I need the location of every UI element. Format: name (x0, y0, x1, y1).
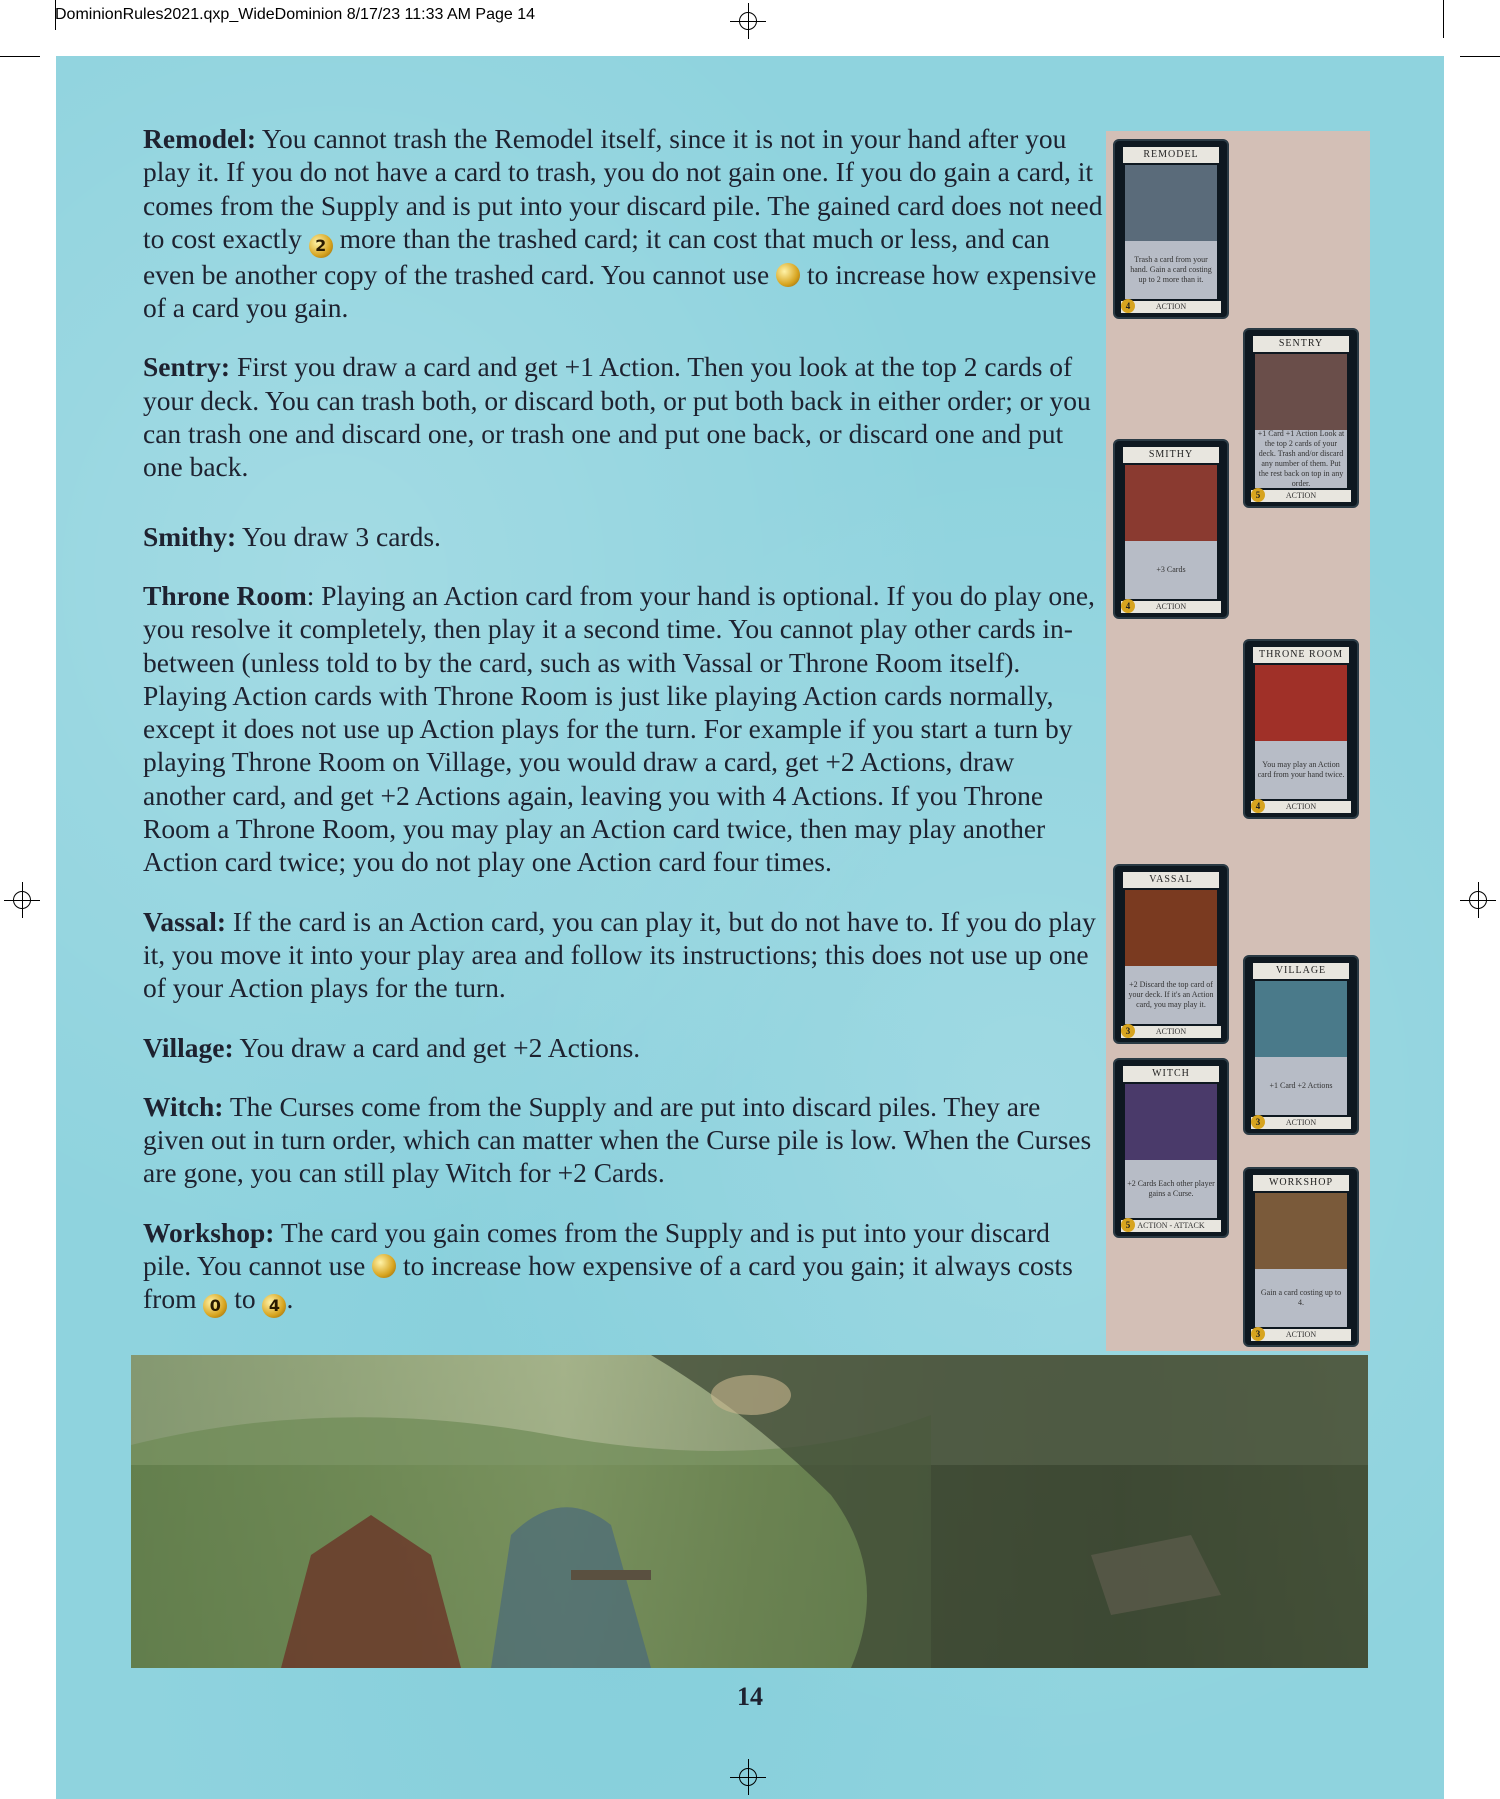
term-smithy: Smithy: (143, 520, 237, 552)
coin-icon: 0 (203, 1294, 227, 1318)
coin-icon (372, 1254, 396, 1278)
registration-mark (13, 891, 31, 909)
registration-mark (1469, 891, 1487, 909)
registration-mark (739, 12, 757, 30)
term-witch: Witch: (143, 1090, 224, 1122)
crop-mark (0, 56, 40, 57)
term-sentry: Sentry: (143, 351, 231, 383)
card-vassal: VASSAL +2 Discard the top card of your deck. If it's an Action card, you may play it. ACTION 3 (1113, 864, 1229, 1044)
coin-icon: 4 (262, 1294, 286, 1318)
cost-coin-icon: 3 (1251, 1327, 1265, 1341)
landscape-illustration (131, 1355, 1368, 1668)
landscape-art (131, 1355, 1368, 1668)
coin-icon (776, 263, 800, 287)
card-art (1125, 890, 1217, 966)
cost-coin-icon: 3 (1251, 1115, 1265, 1129)
entry-throne-room: Throne Room: Playing an Action card from your hand is optional. If you do play one, you resolve it completely, then play it a second time. You cannot play other cards in-between (unless told to by the card, such as with Vassal or Throne Room itself). Playing Action cards with Throne Room is just like playing Action cards normally, except it does not use up Action plays for the turn. For example if you start a turn by playing Throne Room on Village, you would draw a card, get +2 Actions, draw another card, and get +2 Actions again, leaving you with 4 Actions. If you Throne Room a Throne Room, you may play an Action card twice, then may play another Action card twice; you do not play one Action card four times. (143, 579, 1095, 878)
term-remodel: Remodel: (143, 123, 257, 154)
rules-text (143, 122, 1103, 1344)
entry-sentry: Sentry: First you draw a card and get +1 Action. Then you look at the top 2 cards of your deck. You can trash both, or discard both, or put both back in either order; or you can trash one and discard one, or trash one and put one back, or discard one and put one back. (143, 351, 1091, 483)
cost-coin-icon: 5 (1251, 488, 1265, 502)
card-art (1255, 1193, 1347, 1269)
cost-coin-icon: 4 (1121, 299, 1135, 313)
card-workshop: WORKSHOP Gain a card costing up to 4. ACTION 3 (1243, 1167, 1359, 1347)
cost-coin-icon: 5 (1121, 1218, 1135, 1232)
card-art (1125, 1084, 1217, 1160)
card-throne-room: THRONE ROOM You may play an Action card from your hand twice. ACTION 4 (1243, 639, 1359, 819)
term-vassal: Vassal: (143, 905, 227, 937)
card-village: VILLAGE +1 Card +2 Actions ACTION 3 (1243, 955, 1359, 1135)
card-remodel: REMODEL Trash a card from your hand. Gain a card costing up to 2 more than it. ACTION 4 (1113, 139, 1229, 319)
cost-coin-icon: 4 (1121, 599, 1135, 613)
cost-coin-icon: 3 (1121, 1024, 1135, 1038)
card-sentry: SENTRY +1 Card +1 Action Look at the top 2 cards of your deck. Trash and/or discard any number of them. Put the rest back on top in any order. ACTION 5 (1243, 328, 1359, 508)
card-art (1125, 165, 1217, 241)
card-art (1255, 354, 1347, 430)
entry-workshop: Workshop: The card you gain comes from the Supply and is put into your discard pile. You cannot use to increase how expensive of a card you gain; it always costs from 0 to 4 . (143, 1216, 1103, 1319)
entry-witch: Witch: The Curses come from the Supply and are put into discard piles. They are given out in turn order, which can matter when the Curse pile is low. When the Curses are gone, you can still play Witch for +2 Cards. (143, 1090, 1092, 1189)
crop-mark (1460, 56, 1500, 57)
entry-village: Village: You draw a card and get +2 Actions. (143, 1031, 641, 1063)
coin-icon: 2 (309, 234, 333, 258)
entry-vassal: Vassal: If the card is an Action card, you can play it, but do not have to. If you do play it, you move it into your play area and follow its instructions; this does not use up one of your Action plays for the turn. (143, 905, 1096, 1004)
card-witch: WITCH +2 Cards Each other player gains a Curse. ACTION - ATTACK 5 (1113, 1058, 1229, 1238)
registration-mark (739, 1768, 757, 1786)
printer-slug: DominionRules2021.qxp_WideDominion 8/17/23 11:33 AM Page 14 (55, 6, 536, 23)
cost-coin-icon: 4 (1251, 799, 1265, 813)
card-art (1255, 981, 1347, 1057)
card-art (1125, 465, 1217, 541)
entry-remodel: Remodel: You cannot trash the Remodel itself, since it is not in your hand after you play it. If you do not have a card to trash, you do not gain one. If you do gain a card, it comes from the Supply and is put into your discard pile. The gained card does not need to cost exactly 2 more than the trashed card; it can cost that much or less, and can even be another copy of the trashed card. You cannot use to increase how expensive of a card you gain. (143, 123, 1103, 324)
term-workshop: Workshop: (143, 1216, 275, 1248)
card-smithy: SMITHY +3 Cards ACTION 4 (1113, 439, 1229, 619)
term-throne-room: Throne Room (143, 579, 307, 611)
card-art (1255, 665, 1347, 741)
entry-smithy: Smithy: You draw 3 cards. (143, 520, 441, 552)
term-village: Village: (143, 1031, 234, 1063)
page-number: 14 (737, 1682, 763, 1711)
